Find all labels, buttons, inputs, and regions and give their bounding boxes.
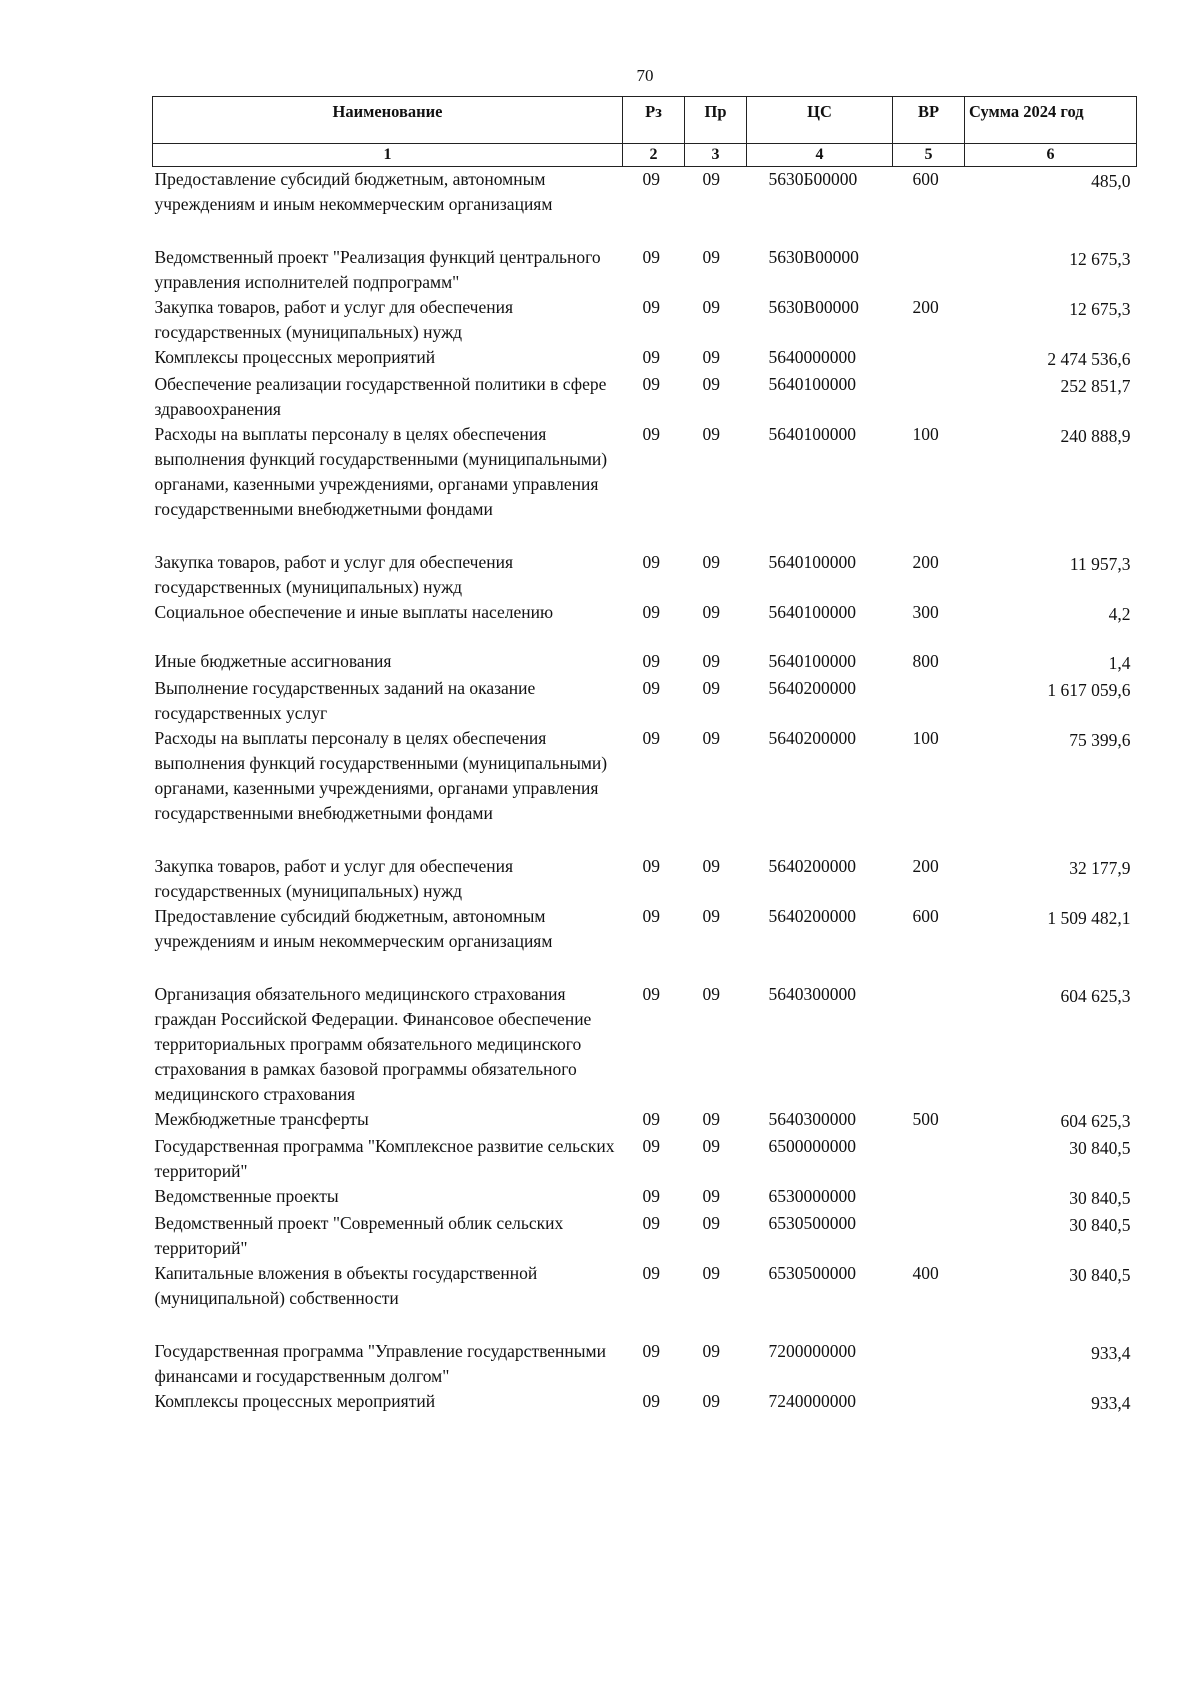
column-number-row	[153, 144, 1137, 167]
cell-rz: 09	[642, 602, 660, 622]
cell-rz: 09	[642, 984, 660, 1004]
cell-rz: 09	[642, 1263, 660, 1283]
cell-cs: 6530500000	[768, 1213, 856, 1233]
cell-pr: 09	[702, 651, 720, 671]
cell-name: Иные бюджетные ассигнования	[154, 651, 392, 671]
cell-pr: 09	[702, 1186, 720, 1206]
cell-rz: 09	[642, 906, 660, 926]
cell-rz: 09	[642, 678, 660, 698]
cell-vr	[893, 676, 965, 726]
cell-rz: 09	[642, 1341, 660, 1361]
table-row	[153, 1339, 1137, 1389]
table-row	[153, 245, 1137, 295]
cell-sum: 252 851,7	[1060, 376, 1131, 396]
cell-vr: 200	[912, 297, 939, 317]
cell-sum: 30 840,5	[1069, 1215, 1131, 1235]
cell-cs: 5640100000	[768, 602, 856, 622]
cell-cs: 5630В00000	[768, 297, 859, 317]
cell-pr: 09	[702, 424, 720, 444]
cell-sum: 12 675,3	[1069, 249, 1131, 269]
table-row	[153, 726, 1137, 854]
cell-pr: 09	[702, 247, 720, 267]
header-cs: ЦС	[747, 97, 893, 144]
cell-rz: 09	[642, 1391, 660, 1411]
cell-name: Ведомственный проект "Реализация функций центрального управления исполнителей подпрограмм"	[154, 247, 601, 292]
column-number: 6	[965, 144, 1137, 167]
cell-sum: 933,4	[1091, 1393, 1131, 1413]
column-number: 3	[685, 144, 747, 167]
cell-pr: 09	[702, 1391, 720, 1411]
cell-cs: 6530500000	[768, 1263, 856, 1283]
cell-name: Комплексы процессных мероприятий	[154, 347, 436, 367]
cell-cs: 5640100000	[768, 374, 856, 394]
cell-name: Комплексы процессных мероприятий	[154, 1391, 436, 1411]
cell-sum: 11 957,3	[1069, 554, 1131, 574]
cell-name: Межбюджетные трансферты	[154, 1109, 369, 1129]
cell-vr: 200	[912, 856, 939, 876]
cell-vr: 300	[912, 602, 939, 622]
cell-name: Государственная программа "Комплексное развитие сельских территорий"	[154, 1136, 615, 1181]
column-number: 4	[747, 144, 893, 167]
cell-name: Социальное обеспечение и иные выплаты населению	[154, 602, 554, 622]
cell-cs: 7200000000	[768, 1341, 856, 1361]
table-row	[153, 372, 1137, 422]
header-name: Наименование	[153, 97, 623, 144]
cell-rz: 09	[642, 1109, 660, 1129]
cell-name: Обеспечение реализации государственной политики в сфере здравоохранения	[154, 374, 607, 419]
cell-vr	[893, 1339, 965, 1389]
cell-sum: 32 177,9	[1069, 858, 1131, 878]
cell-pr: 09	[702, 984, 720, 1004]
cell-pr: 09	[702, 1109, 720, 1129]
cell-pr: 09	[702, 1341, 720, 1361]
cell-vr: 400	[912, 1263, 939, 1283]
table-row	[153, 1184, 1137, 1211]
cell-rz: 09	[642, 247, 660, 267]
cell-cs: 5630В00000	[768, 247, 859, 267]
header-rz: Рз	[623, 97, 685, 144]
cell-sum: 485,0	[1091, 171, 1131, 191]
table-row	[153, 1107, 1137, 1134]
table-row	[153, 600, 1137, 649]
cell-vr: 200	[912, 552, 939, 572]
cell-rz: 09	[642, 297, 660, 317]
cell-name: Капитальные вложения в объекты государственной (муниципальной) собственности	[154, 1263, 538, 1308]
cell-name: Ведомственный проект "Современный облик сельских территорий"	[154, 1213, 564, 1258]
table-header-row	[153, 97, 1137, 144]
cell-cs: 5640300000	[768, 984, 856, 1004]
cell-vr	[893, 345, 965, 372]
cell-name: Закупка товаров, работ и услуг для обеспечения государственных (муниципальных) нужд	[154, 856, 514, 901]
cell-pr: 09	[702, 728, 720, 748]
cell-vr	[893, 1211, 965, 1261]
cell-rz: 09	[642, 347, 660, 367]
cell-name: Государственная программа "Управление государственными финансами и государственным долгом"	[154, 1341, 606, 1386]
cell-rz: 09	[642, 728, 660, 748]
cell-pr: 09	[702, 602, 720, 622]
column-number: 1	[153, 144, 623, 167]
cell-pr: 09	[702, 856, 720, 876]
table-row	[153, 649, 1137, 676]
cell-cs: 5640200000	[768, 906, 856, 926]
cell-cs: 6500000000	[768, 1136, 856, 1156]
table-row	[153, 854, 1137, 904]
cell-sum: 75 399,6	[1069, 730, 1131, 750]
cell-rz: 09	[642, 1136, 660, 1156]
table-row	[153, 295, 1137, 345]
cell-vr	[893, 372, 965, 422]
cell-vr: 600	[912, 906, 939, 926]
table-row	[153, 1134, 1137, 1184]
cell-cs: 5640100000	[768, 424, 856, 444]
cell-rz: 09	[642, 374, 660, 394]
cell-rz: 09	[642, 424, 660, 444]
cell-pr: 09	[702, 678, 720, 698]
table-row	[153, 550, 1137, 600]
header-sum: Сумма 2024 год	[965, 97, 1137, 144]
cell-vr	[893, 982, 965, 1107]
table-row	[153, 345, 1137, 372]
cell-vr: 600	[912, 169, 939, 189]
table-row	[153, 422, 1137, 550]
cell-sum: 4,2	[1108, 604, 1131, 624]
cell-name: Закупка товаров, работ и услуг для обеспечения государственных (муниципальных) нужд	[154, 297, 514, 342]
cell-vr	[893, 1184, 965, 1211]
cell-pr: 09	[702, 374, 720, 394]
cell-rz: 09	[642, 1213, 660, 1233]
page-number: 70	[636, 66, 654, 85]
cell-vr: 500	[912, 1109, 939, 1129]
cell-cs: 5640100000	[768, 651, 856, 671]
column-number: 5	[893, 144, 965, 167]
header-vr: ВР	[893, 97, 965, 144]
cell-cs: 5640000000	[768, 347, 856, 367]
cell-pr: 09	[702, 1213, 720, 1233]
cell-vr: 100	[912, 424, 939, 444]
cell-name: Предоставление субсидий бюджетным, автономным учреждениям и иным некоммерческим организациям	[154, 906, 553, 951]
table-row	[153, 1389, 1137, 1416]
table-row	[153, 904, 1137, 982]
table-row	[153, 1211, 1137, 1261]
cell-pr: 09	[702, 347, 720, 367]
cell-sum: 1 509 482,1	[1047, 908, 1131, 928]
table-row	[153, 1261, 1137, 1339]
cell-pr: 09	[702, 1136, 720, 1156]
cell-cs: 5640300000	[768, 1109, 856, 1129]
budget-table	[152, 96, 1137, 1416]
cell-vr	[893, 1389, 965, 1416]
cell-vr	[893, 1134, 965, 1184]
cell-name: Предоставление субсидий бюджетным, автономным учреждениям и иным некоммерческим организациям	[154, 169, 553, 214]
cell-cs: 5640200000	[768, 856, 856, 876]
cell-vr	[893, 245, 965, 295]
cell-sum: 1,4	[1108, 653, 1131, 673]
cell-sum: 604 625,3	[1060, 1111, 1131, 1131]
cell-vr: 100	[912, 728, 939, 748]
column-number: 2	[623, 144, 685, 167]
cell-sum: 933,4	[1091, 1343, 1131, 1363]
cell-pr: 09	[702, 906, 720, 926]
cell-rz: 09	[642, 856, 660, 876]
cell-name: Расходы на выплаты персоналу в целях обеспечения выполнения функций государственными (муниципальными) органами, казенными учреждениями, органами управления государственными внебюджетными фондами	[154, 728, 608, 823]
cell-name: Ведомственные проекты	[154, 1186, 339, 1206]
cell-cs: 7240000000	[768, 1391, 856, 1411]
table-row	[153, 982, 1137, 1107]
cell-sum: 30 840,5	[1069, 1138, 1131, 1158]
cell-pr: 09	[702, 297, 720, 317]
table-body	[153, 167, 1137, 1417]
cell-vr: 800	[912, 651, 939, 671]
cell-cs: 5630Б00000	[768, 169, 858, 189]
cell-sum: 240 888,9	[1060, 426, 1131, 446]
cell-rz: 09	[642, 552, 660, 572]
cell-name: Расходы на выплаты персоналу в целях обеспечения выполнения функций государственными (муниципальными) органами, казенными учреждениями, органами управления государственными внебюджетными фондами	[154, 424, 608, 519]
cell-sum: 30 840,5	[1069, 1188, 1131, 1208]
cell-pr: 09	[702, 169, 720, 189]
cell-rz: 09	[642, 169, 660, 189]
table-row	[153, 676, 1137, 726]
cell-cs: 5640100000	[768, 552, 856, 572]
cell-sum: 2 474 536,6	[1047, 349, 1131, 369]
cell-sum: 12 675,3	[1069, 299, 1131, 319]
cell-sum: 1 617 059,6	[1047, 680, 1131, 700]
cell-name: Закупка товаров, работ и услуг для обеспечения государственных (муниципальных) нужд	[154, 552, 514, 597]
cell-cs: 5640200000	[768, 728, 856, 748]
cell-pr: 09	[702, 1263, 720, 1283]
table-row	[153, 167, 1137, 246]
cell-rz: 09	[642, 651, 660, 671]
cell-sum: 604 625,3	[1060, 986, 1131, 1006]
cell-sum: 30 840,5	[1069, 1265, 1131, 1285]
cell-name: Выполнение государственных заданий на оказание государственных услуг	[154, 678, 536, 723]
cell-pr: 09	[702, 552, 720, 572]
cell-name: Организация обязательного медицинского страхования граждан Российской Федерации. Финансовое обеспечение территориальных программ обязательного медицинского страхования в рамках базовой программы обязательного медицинского страхования	[154, 984, 592, 1104]
header-pr: Пр	[685, 97, 747, 144]
cell-rz: 09	[642, 1186, 660, 1206]
cell-cs: 5640200000	[768, 678, 856, 698]
cell-cs: 6530000000	[768, 1186, 856, 1206]
